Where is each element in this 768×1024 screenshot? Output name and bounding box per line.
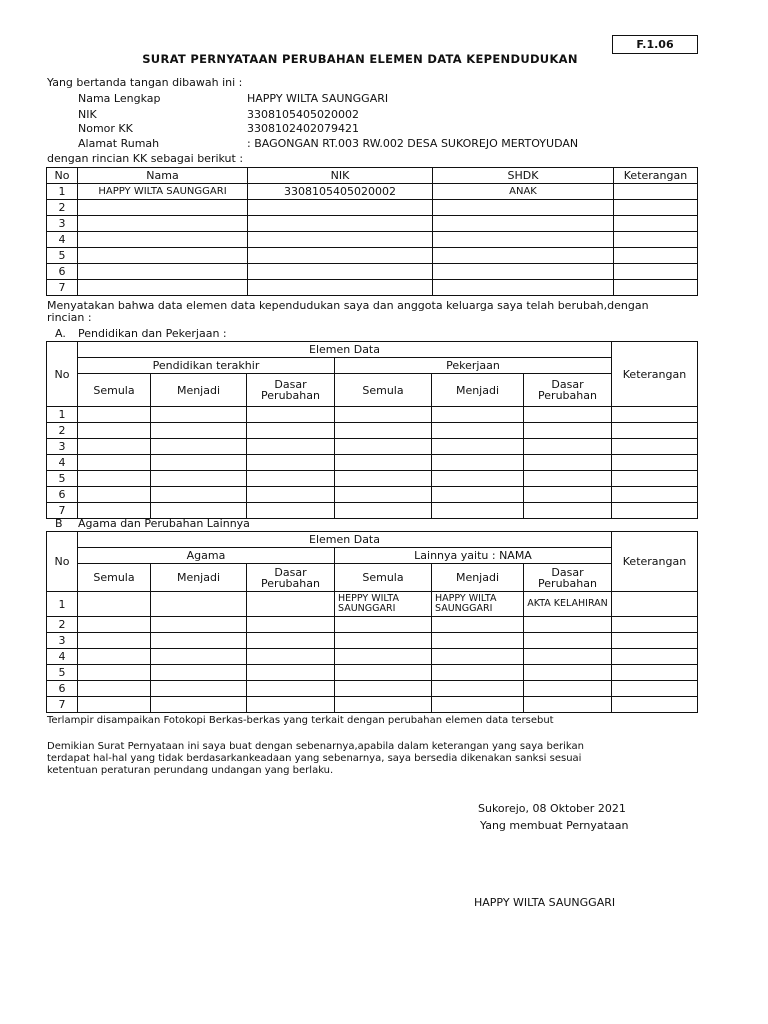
table-cell xyxy=(524,407,612,423)
row-number: 3 xyxy=(47,633,78,649)
field-label: Nomor KK xyxy=(78,122,133,135)
table-cell xyxy=(524,423,612,439)
table-cell: 3308105405020002 xyxy=(248,184,433,200)
table-cell xyxy=(335,617,432,633)
row-number: 1 xyxy=(47,592,78,617)
table-cell xyxy=(151,617,247,633)
table-cell: 2 xyxy=(47,200,78,216)
table-cell xyxy=(612,697,698,713)
table-row xyxy=(47,248,698,264)
statement-text: Menyatakan bahwa data elemen data kependudukan saya dan anggota keluarga saya telah berubah,dengan rincian : xyxy=(47,299,649,324)
column-header: Semula xyxy=(335,374,432,407)
column-header: No xyxy=(47,532,78,592)
table-cell xyxy=(335,407,432,423)
table-cell: ANAK xyxy=(433,184,614,200)
table-cell xyxy=(151,487,247,503)
table-cell xyxy=(432,455,524,471)
table-cell xyxy=(524,649,612,665)
table-row xyxy=(47,471,698,487)
field-value: HAPPY WILTA SAUNGGARI xyxy=(247,92,389,105)
column-header: Elemen Data xyxy=(78,342,612,358)
table-row xyxy=(47,407,698,423)
closing-line: ketentuan peraturan perundang undangan yang berlaku. xyxy=(47,765,334,776)
table-cell: 1 xyxy=(47,184,78,200)
table-row xyxy=(47,665,698,681)
table-cell xyxy=(247,592,335,617)
attachment-text: Terlampir disampaikan Fotokopi Berkas-berkas yang terkait dengan perubahan elemen data tersebut xyxy=(47,715,554,726)
column-header: NIK xyxy=(248,168,433,184)
table-row xyxy=(47,455,698,471)
column-header: Dasar Perubahan xyxy=(524,374,612,407)
table-cell: HEPPY WILTA SAUNGGARI xyxy=(335,592,432,617)
table-cell xyxy=(151,665,247,681)
field-value: : BAGONGAN RT.003 RW.002 DESA SUKOREJO MERTOYUDAN xyxy=(247,137,579,150)
column-header: Keterangan xyxy=(612,532,698,592)
field-label: Alamat Rumah xyxy=(78,137,160,150)
table-cell xyxy=(248,248,433,264)
column-header: Semula xyxy=(335,564,432,592)
table-row xyxy=(47,439,698,455)
group-header: Pendidikan terakhir xyxy=(78,358,335,374)
table-cell: HAPPY WILTA SAUNGGARI xyxy=(432,592,524,617)
table-cell xyxy=(248,232,433,248)
table-cell xyxy=(524,665,612,681)
field-label: Nama Lengkap xyxy=(78,92,161,105)
table-cell xyxy=(614,264,698,280)
column-header: Dasar Perubahan xyxy=(247,374,335,407)
row-number: 5 xyxy=(47,665,78,681)
kk-intro: dengan rincian KK sebagai berikut : xyxy=(47,152,244,165)
table-header-row xyxy=(47,548,698,564)
signer-label: Yang membuat Pernyataan xyxy=(480,819,629,832)
table-cell xyxy=(433,264,614,280)
table-cell xyxy=(614,200,698,216)
table-row xyxy=(47,487,698,503)
row-number: 6 xyxy=(47,487,78,503)
table-cell xyxy=(335,681,432,697)
table-cell: 4 xyxy=(47,232,78,248)
section-b-letter: B xyxy=(55,517,63,530)
table-cell xyxy=(247,439,335,455)
table-cell xyxy=(612,471,698,487)
table-row xyxy=(47,280,698,296)
place-date: Sukorejo, 08 Oktober 2021 xyxy=(478,802,626,815)
table-row xyxy=(47,264,698,280)
table-cell xyxy=(432,423,524,439)
table-cell xyxy=(78,423,151,439)
table-cell xyxy=(78,407,151,423)
section-b-title: Agama dan Perubahan Lainnya xyxy=(78,517,250,530)
table-cell xyxy=(614,280,698,296)
form-code: F.1.06 xyxy=(612,35,698,54)
section-a-letter: A. xyxy=(55,327,66,340)
column-header: Semula xyxy=(78,374,151,407)
row-number: 7 xyxy=(47,697,78,713)
table-cell xyxy=(612,649,698,665)
group-header: Agama xyxy=(78,548,335,564)
table-cell xyxy=(524,455,612,471)
field-value: 3308102402079421 xyxy=(247,122,359,135)
column-header: Menjadi xyxy=(432,564,524,592)
table-header-row xyxy=(47,532,698,548)
table-cell xyxy=(78,232,248,248)
table-cell xyxy=(78,665,151,681)
table-cell xyxy=(432,439,524,455)
table-cell xyxy=(247,649,335,665)
column-header: Nama xyxy=(78,168,248,184)
table-row xyxy=(47,681,698,697)
table-cell xyxy=(78,633,151,649)
table-cell xyxy=(247,697,335,713)
table-cell xyxy=(335,665,432,681)
table-cell xyxy=(524,617,612,633)
table-cell xyxy=(614,248,698,264)
table-cell xyxy=(433,216,614,232)
table-cell xyxy=(78,471,151,487)
table-cell xyxy=(335,423,432,439)
section-a-title: Pendidikan dan Pekerjaan : xyxy=(78,327,227,340)
table-cell xyxy=(151,407,247,423)
table-cell xyxy=(78,592,151,617)
table-cell: AKTA KELAHIRAN xyxy=(524,592,612,617)
table-cell xyxy=(151,697,247,713)
table-cell xyxy=(78,248,248,264)
row-number: 5 xyxy=(47,471,78,487)
row-number: 3 xyxy=(47,439,78,455)
group-header: Lainnya yaitu : NAMA xyxy=(335,548,612,564)
table-row xyxy=(47,184,698,200)
table-cell xyxy=(78,439,151,455)
table-cell xyxy=(151,633,247,649)
table-cell xyxy=(614,216,698,232)
table-cell xyxy=(248,200,433,216)
table-cell xyxy=(247,681,335,697)
table-cell xyxy=(612,592,698,617)
table-cell xyxy=(78,681,151,697)
table-cell xyxy=(335,439,432,455)
table-cell xyxy=(432,487,524,503)
table-cell xyxy=(78,216,248,232)
table-cell xyxy=(247,423,335,439)
table-cell xyxy=(151,439,247,455)
table-row xyxy=(47,423,698,439)
table-cell xyxy=(247,471,335,487)
table-cell xyxy=(432,471,524,487)
row-number: 7 xyxy=(47,503,78,519)
table-cell xyxy=(78,487,151,503)
field-label: NIK xyxy=(78,108,97,121)
table-header-row xyxy=(47,168,698,184)
table-cell: 5 xyxy=(47,248,78,264)
row-number: 6 xyxy=(47,681,78,697)
table-cell xyxy=(432,697,524,713)
table-row xyxy=(47,617,698,633)
table-cell xyxy=(432,665,524,681)
table-cell xyxy=(612,439,698,455)
table-cell xyxy=(612,455,698,471)
row-number: 2 xyxy=(47,423,78,439)
table-cell xyxy=(335,471,432,487)
table-header-row xyxy=(47,358,698,374)
table-cell xyxy=(247,407,335,423)
table-cell xyxy=(248,280,433,296)
intro-text: Yang bertanda tangan dibawah ini : xyxy=(47,76,243,89)
table-cell xyxy=(151,423,247,439)
table-row xyxy=(47,633,698,649)
signer-name: HAPPY WILTA SAUNGGARI xyxy=(474,896,616,909)
column-header: Dasar Perubahan xyxy=(247,564,335,592)
table-cell xyxy=(524,633,612,649)
table-cell xyxy=(612,681,698,697)
table-cell xyxy=(432,617,524,633)
section-b-table xyxy=(46,531,698,713)
table-cell xyxy=(78,617,151,633)
table-cell xyxy=(432,681,524,697)
table-cell xyxy=(612,423,698,439)
table-cell xyxy=(432,503,524,519)
table-cell xyxy=(612,633,698,649)
table-cell xyxy=(335,697,432,713)
closing-line: Demikian Surat Pernyataan ini saya buat dengan sebenarnya,apabila dalam keterangan yang saya berikan xyxy=(47,741,584,752)
table-cell xyxy=(612,665,698,681)
table-cell xyxy=(612,617,698,633)
table-cell xyxy=(432,633,524,649)
column-header: Keterangan xyxy=(614,168,698,184)
group-header: Pekerjaan xyxy=(335,358,612,374)
field-value: 3308105405020002 xyxy=(247,108,359,121)
table-cell xyxy=(614,232,698,248)
table-cell xyxy=(524,697,612,713)
table-cell xyxy=(433,248,614,264)
table-row xyxy=(47,216,698,232)
table-cell xyxy=(335,455,432,471)
page-title: SURAT PERNYATAAN PERUBAHAN ELEMEN DATA KEPENDUDUKAN xyxy=(142,52,578,66)
table-cell xyxy=(78,200,248,216)
table-header-row xyxy=(47,342,698,358)
table-cell xyxy=(335,649,432,665)
column-header: SHDK xyxy=(433,168,614,184)
table-row xyxy=(47,232,698,248)
table-cell xyxy=(151,681,247,697)
table-header-row xyxy=(47,374,698,407)
column-header: Dasar Perubahan xyxy=(524,564,612,592)
kk-table xyxy=(46,167,698,296)
table-cell xyxy=(524,471,612,487)
column-header: Menjadi xyxy=(432,374,524,407)
table-cell xyxy=(524,681,612,697)
table-cell xyxy=(524,503,612,519)
table-cell xyxy=(78,280,248,296)
table-row xyxy=(47,697,698,713)
table-cell xyxy=(335,503,432,519)
column-header: Semula xyxy=(78,564,151,592)
column-header: Menjadi xyxy=(151,374,247,407)
row-number: 4 xyxy=(47,455,78,471)
table-cell: 7 xyxy=(47,280,78,296)
table-cell xyxy=(524,487,612,503)
table-cell xyxy=(335,633,432,649)
table-cell xyxy=(612,487,698,503)
table-cell xyxy=(151,455,247,471)
column-header: Keterangan xyxy=(612,342,698,407)
column-header: Menjadi xyxy=(151,564,247,592)
table-cell xyxy=(247,617,335,633)
table-cell xyxy=(433,200,614,216)
table-header-row xyxy=(47,564,698,592)
table-cell xyxy=(335,487,432,503)
table-cell: HAPPY WILTA SAUNGGARI xyxy=(78,184,248,200)
table-cell xyxy=(78,697,151,713)
table-row xyxy=(47,200,698,216)
table-cell xyxy=(614,184,698,200)
table-cell xyxy=(247,633,335,649)
column-header: No xyxy=(47,168,78,184)
table-cell xyxy=(78,264,248,280)
table-cell xyxy=(432,407,524,423)
table-cell xyxy=(247,487,335,503)
table-cell xyxy=(612,503,698,519)
table-cell xyxy=(78,649,151,665)
table-cell xyxy=(247,665,335,681)
table-cell xyxy=(248,264,433,280)
table-cell xyxy=(248,216,433,232)
table-cell xyxy=(151,649,247,665)
row-number: 1 xyxy=(47,407,78,423)
table-cell xyxy=(78,455,151,471)
table-cell xyxy=(247,503,335,519)
table-cell xyxy=(524,439,612,455)
row-number: 4 xyxy=(47,649,78,665)
table-cell xyxy=(247,455,335,471)
section-a-table xyxy=(46,341,698,519)
table-cell: 3 xyxy=(47,216,78,232)
table-cell xyxy=(432,649,524,665)
table-cell xyxy=(433,232,614,248)
table-row xyxy=(47,649,698,665)
row-number: 2 xyxy=(47,617,78,633)
table-cell xyxy=(151,471,247,487)
table-cell: 6 xyxy=(47,264,78,280)
closing-line: terdapat hal-hal yang tidak berdasarkankeadaan yang sebenarnya, saya bersedia dikenakan sanksi sesuai xyxy=(47,753,582,764)
table-cell xyxy=(433,280,614,296)
table-cell xyxy=(151,592,247,617)
column-header: No xyxy=(47,342,78,407)
table-row xyxy=(47,592,698,617)
table-cell xyxy=(612,407,698,423)
column-header: Elemen Data xyxy=(78,532,612,548)
